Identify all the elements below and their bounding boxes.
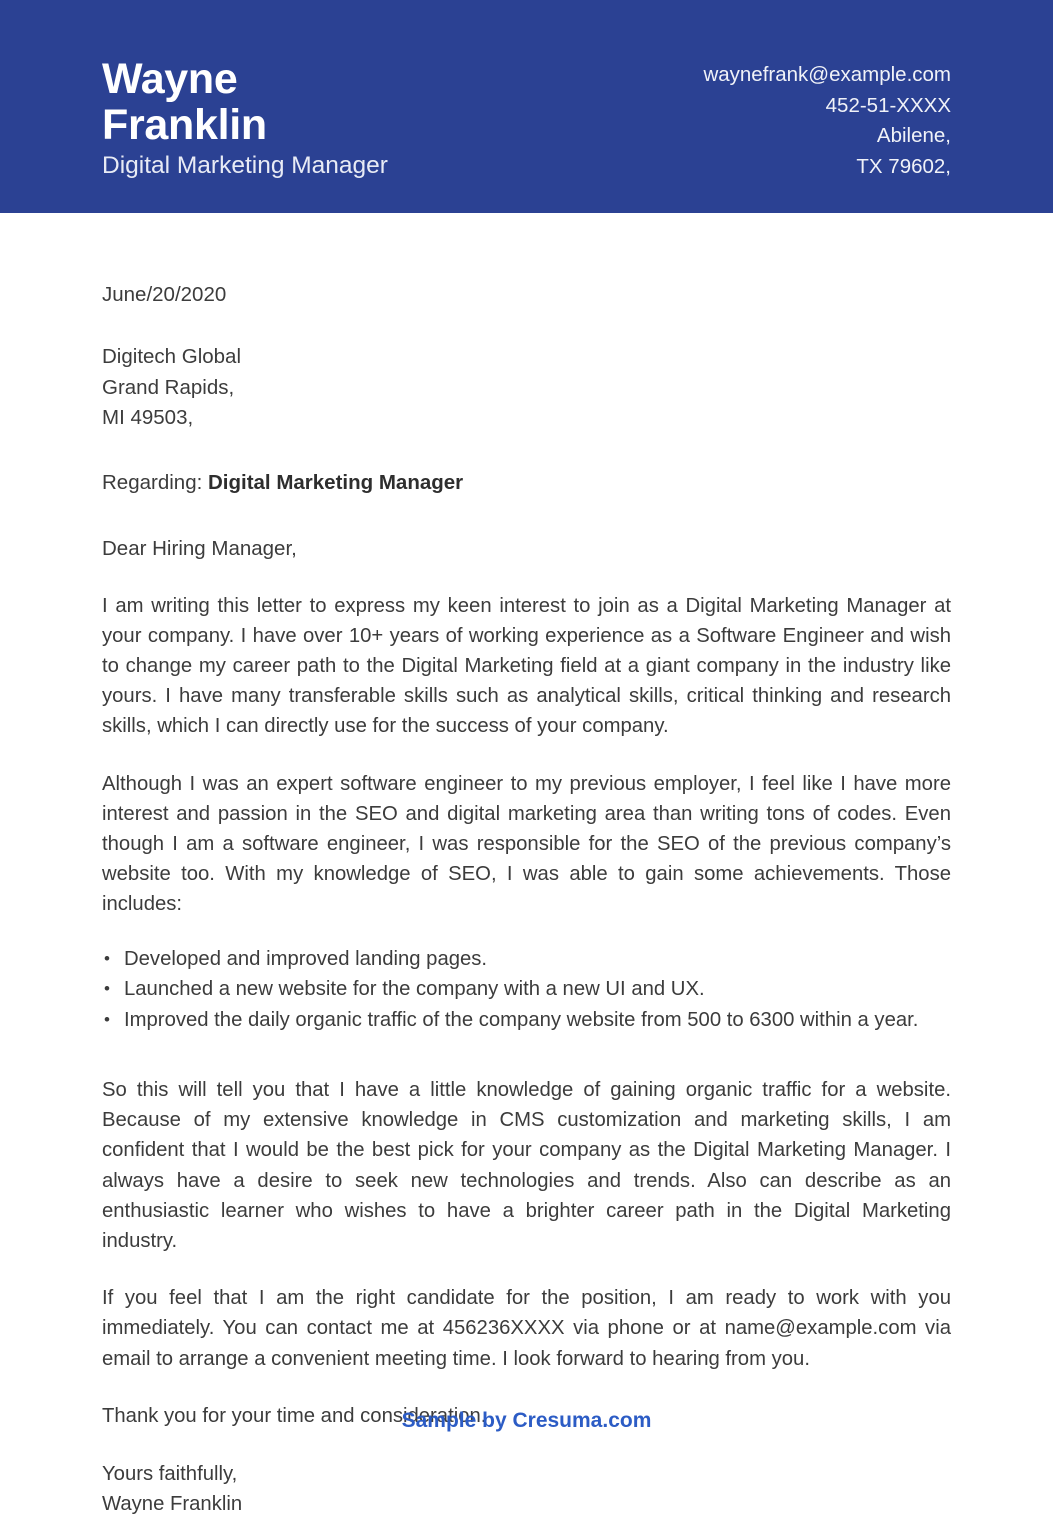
signature-name: Wayne Franklin	[102, 1493, 243, 1516]
contact-email[interactable]: waynefrank@example.com	[703, 63, 951, 86]
recipient-address-block	[102, 342, 951, 434]
regarding-value: Digital Marketing Manager	[207, 470, 464, 494]
contact-phone[interactable]: 452-51-XXXX	[825, 93, 951, 117]
recipient-city: Grand Rapids,	[102, 375, 235, 399]
candidate-first-name: Wayne	[102, 55, 238, 103]
paragraph-3: So this will tell you that I have a little knowledge of gaining organic traffic for a website. Because of my extensive knowledge in CMS customization and marketing skills, I am confident that I would be the best pick for your company as the Digital Marketing Manager. I always have a desire to seek new technologies and trends. Also can describe as an enthusiastic learner who wishes to have a brighter career path in the Digital Marketing industry.	[102, 1079, 951, 1253]
contact-city: Abilene,	[876, 124, 951, 147]
candidate-contact-block	[703, 60, 951, 182]
list-item: • Launched a new website for the company with a new UI and UX.	[102, 974, 951, 1005]
candidate-job-title: Digital Marketing Manager	[102, 152, 388, 179]
recipient-company: Digitech Global	[102, 345, 242, 368]
closing-salutation: Yours faithfully,	[102, 1462, 238, 1485]
contact-state-zip: TX 79602,	[856, 154, 951, 178]
list-item: • Improved the daily organic traffic of the company website from 500 to 6300 within a year.	[102, 1005, 951, 1036]
list-item: • Developed and improved landing pages.	[102, 944, 951, 975]
thank-you-line: Thank you for your time and consideration.	[102, 1404, 487, 1427]
paragraph-1: I am writing this letter to express my keen interest to join as a Digital Marketing Manager at your company. I have over 10+ years of working experience as a Software Engineer and wish to change my career path to the Digital Marketing field at a giant company in the industry like yours. I have many transferable skills such as analytical skills, critical thinking and research skills, which I can directly use for the success of your company.	[102, 594, 951, 738]
letter-header	[0, 0, 1053, 213]
paragraph-2: Although I was an expert software engineer to my previous employer, I feel like I have more interest and passion in the SEO and digital marketing area than writing tons of codes. Even though I am a software engineer, I was responsible for the SEO of the previous company’s website too. With my knowledge of SEO, I was able to gain some achievements. Those includes:	[102, 772, 951, 916]
footer	[0, 1408, 1053, 1434]
recipient-state-zip: MI 49503,	[102, 406, 194, 429]
letter-body	[0, 280, 1053, 1520]
regarding-label: Regarding:	[102, 470, 208, 494]
candidate-identity	[102, 56, 388, 181]
achievements-list	[102, 944, 951, 1036]
footer-attribution[interactable]: Sample by Cresuma.com	[401, 1409, 652, 1432]
salutation: Dear Hiring Manager,	[102, 536, 297, 560]
paragraph-4: If you feel that I am the right candidate for the position, I am ready to work with you immediately. You can contact me at 456236XXXX via phone or at name@example.com via email to arrange a convenient meeting time. I look forward to hearing from you.	[102, 1287, 951, 1370]
regarding-line	[102, 468, 951, 498]
signature-block	[102, 1459, 951, 1520]
letter-date: June/20/2020	[102, 283, 227, 306]
candidate-last-name: Franklin	[102, 101, 267, 149]
